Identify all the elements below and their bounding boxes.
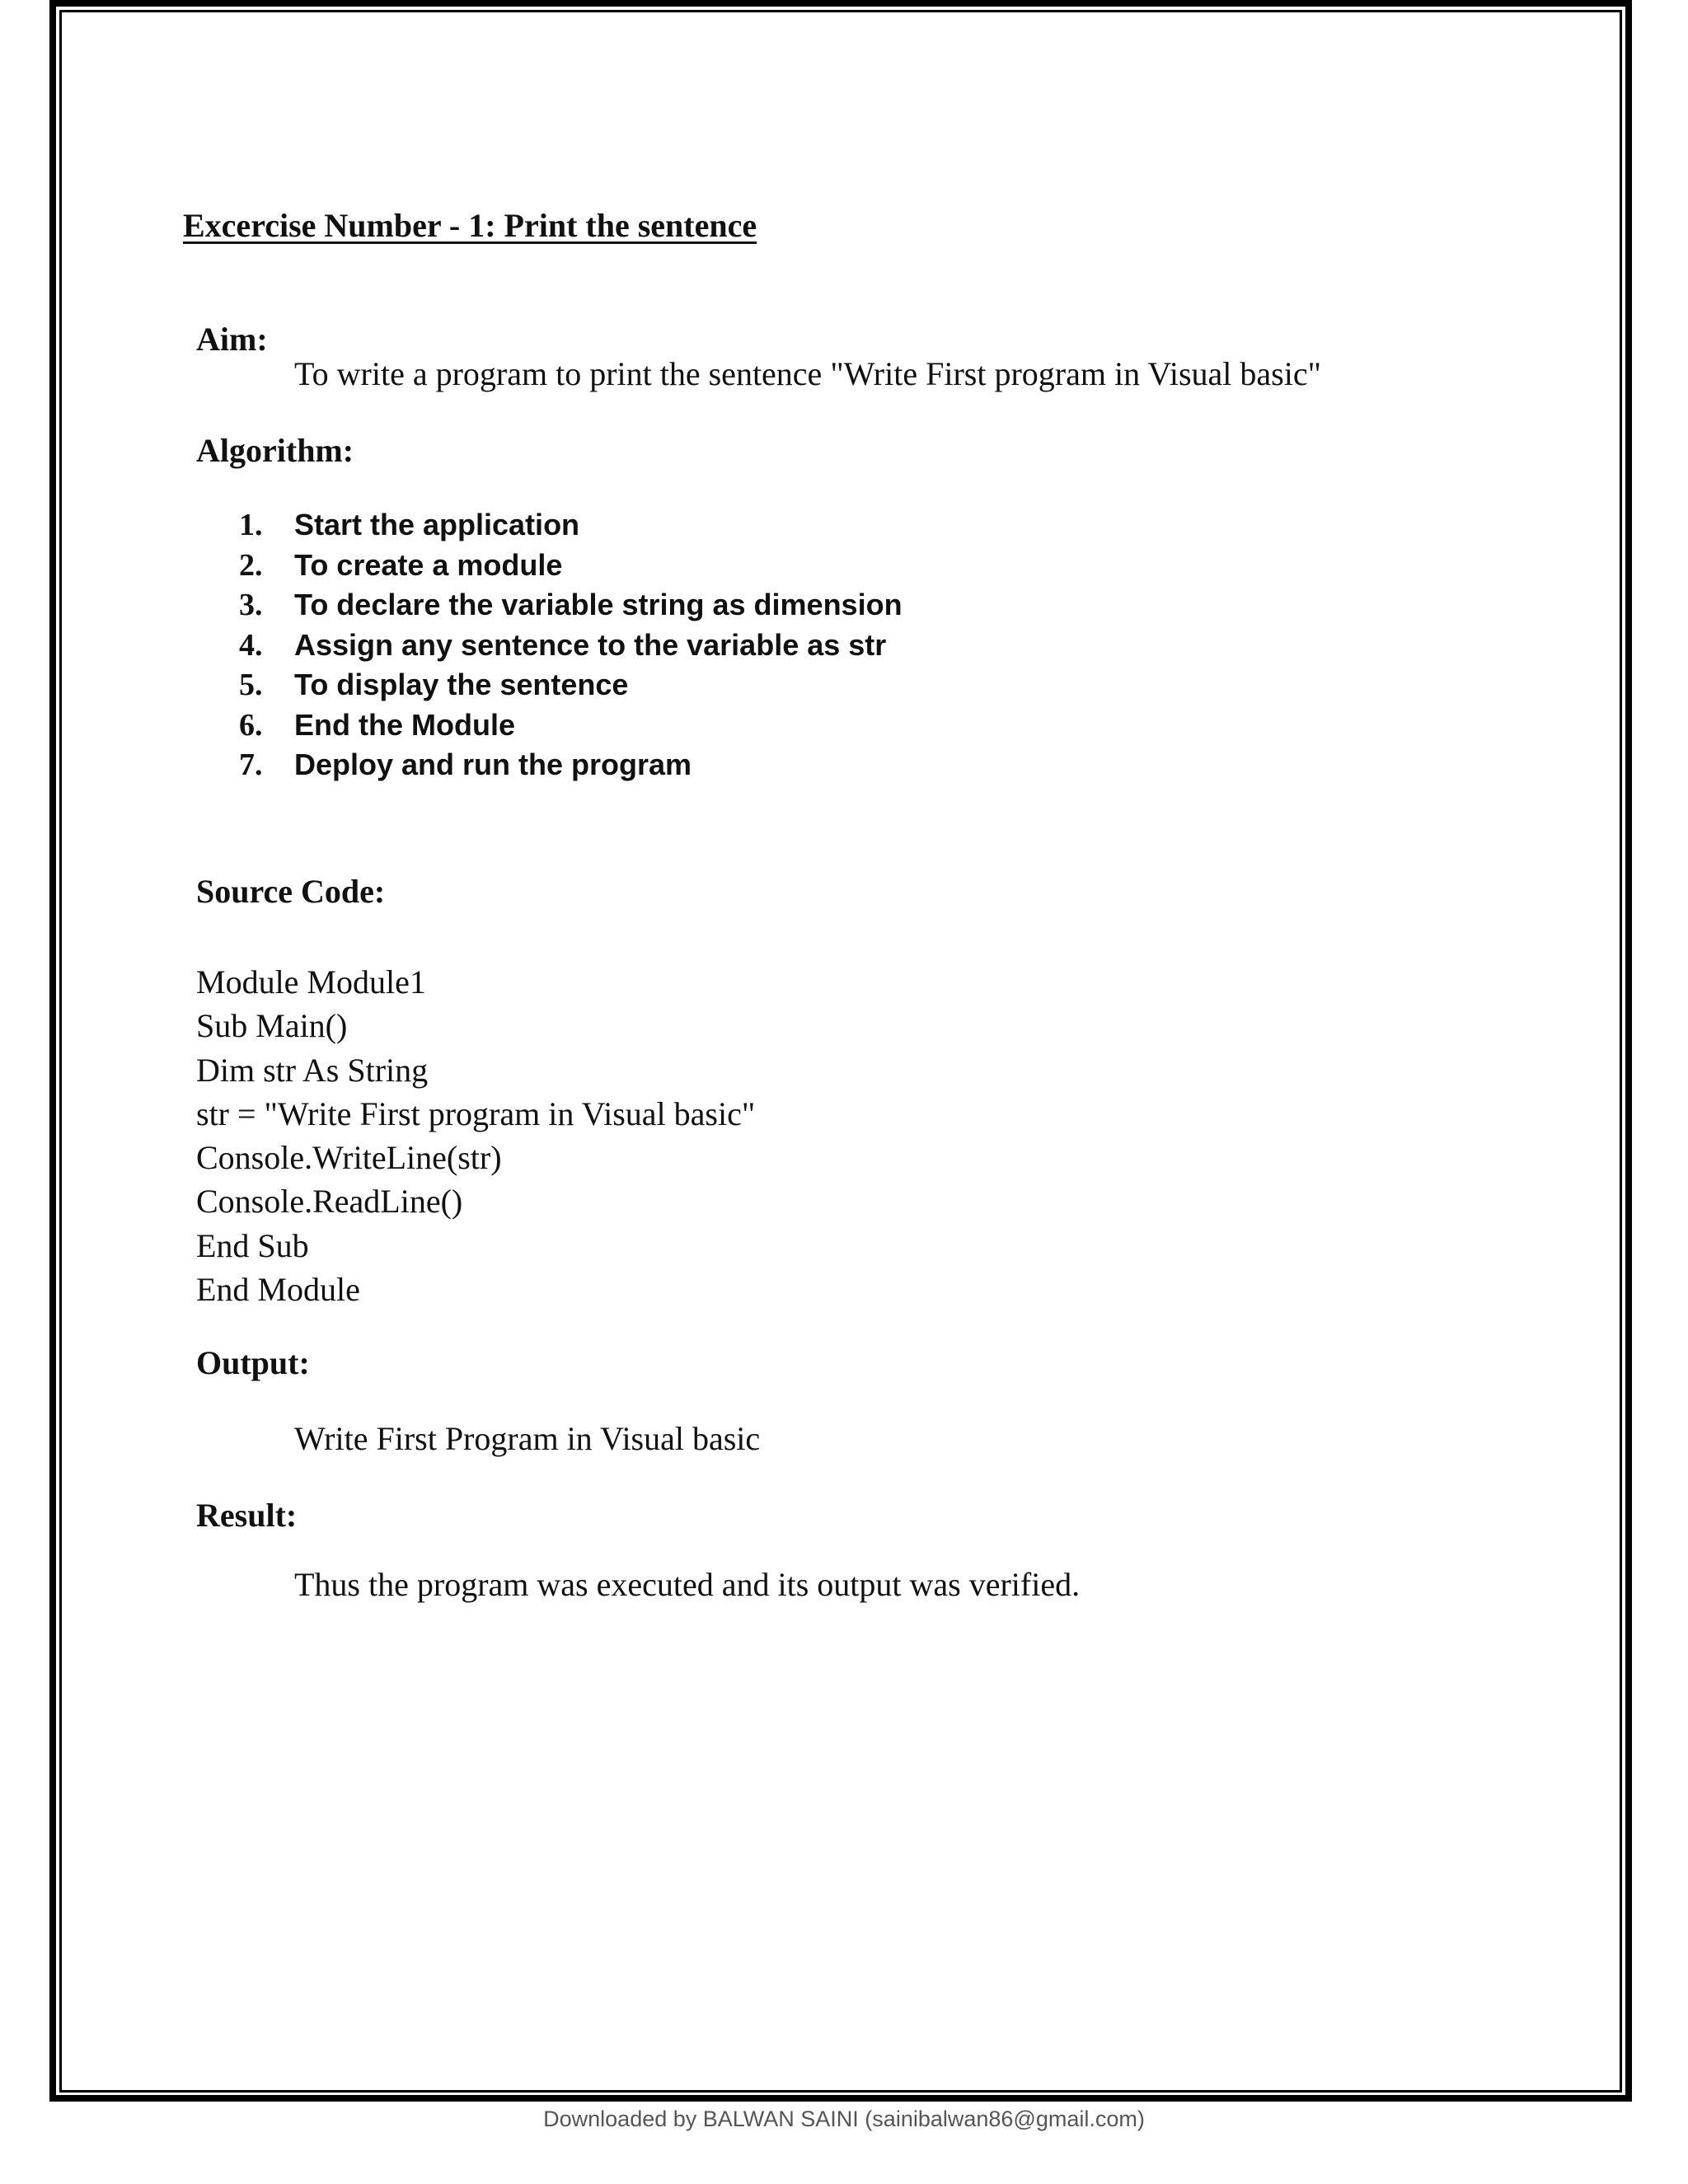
algorithm-step-number: 3. (239, 588, 263, 622)
algorithm-heading: Algorithm: (196, 432, 354, 469)
algorithm-step-text: Start the application (294, 508, 580, 541)
algorithm-step-number: 7. (239, 748, 263, 782)
source-code-block (196, 960, 755, 1311)
code-line: str = "Write First program in Visual basic" (196, 1094, 756, 1132)
algorithm-step-number: 6. (239, 707, 263, 743)
output-heading: Output: (196, 1344, 310, 1381)
algorithm-step-text: To create a module (294, 547, 563, 582)
algorithm-step-number: 4. (239, 627, 263, 663)
aim-heading: Aim: (196, 321, 268, 358)
algorithm-step-text: Assign any sentence to the variable as str (294, 627, 887, 662)
result-text: Thus the program was executed and its output was verified. (294, 1566, 1081, 1603)
algorithm-step (239, 665, 903, 705)
aim-text: To write a program to print the sentence "Write First program in Visual basic" (294, 355, 1321, 392)
code-line: End Module (196, 1271, 360, 1309)
algorithm-step (239, 505, 903, 546)
algorithm-step-number: 2. (239, 547, 263, 583)
algorithm-step-number: 5. (239, 668, 263, 702)
algorithm-step-text: Deploy and run the program (294, 748, 692, 781)
algorithm-step-number: 1. (239, 508, 263, 542)
algorithm-step (239, 585, 903, 626)
source-code-heading: Source Code: (196, 873, 386, 910)
exercise-title: Excercise Number - 1: Print the sentence (183, 207, 757, 244)
algorithm-step (239, 546, 903, 586)
algorithm-step (239, 705, 903, 746)
code-line: Console.ReadLine() (196, 1183, 463, 1221)
algorithm-step-text: End the Module (294, 707, 515, 742)
code-line: End Sub (196, 1226, 309, 1264)
algorithm-step-text: To display the sentence (294, 668, 629, 701)
code-line: Sub Main() (196, 1007, 348, 1045)
output-text: Write First Program in Visual basic (294, 1420, 761, 1457)
result-heading: Result: (196, 1497, 298, 1534)
algorithm-step (239, 745, 903, 785)
code-line: Console.WriteLine(str) (196, 1139, 502, 1177)
algorithm-list (239, 505, 903, 785)
download-footer: Downloaded by BALWAN SAINI (sainibalwan86@gmail.com) (543, 2107, 1145, 2131)
algorithm-step-text: To declare the variable string as dimension (294, 588, 903, 621)
code-line: Module Module1 (196, 963, 426, 1001)
algorithm-step (239, 626, 903, 666)
code-line: Dim str As String (196, 1051, 429, 1089)
